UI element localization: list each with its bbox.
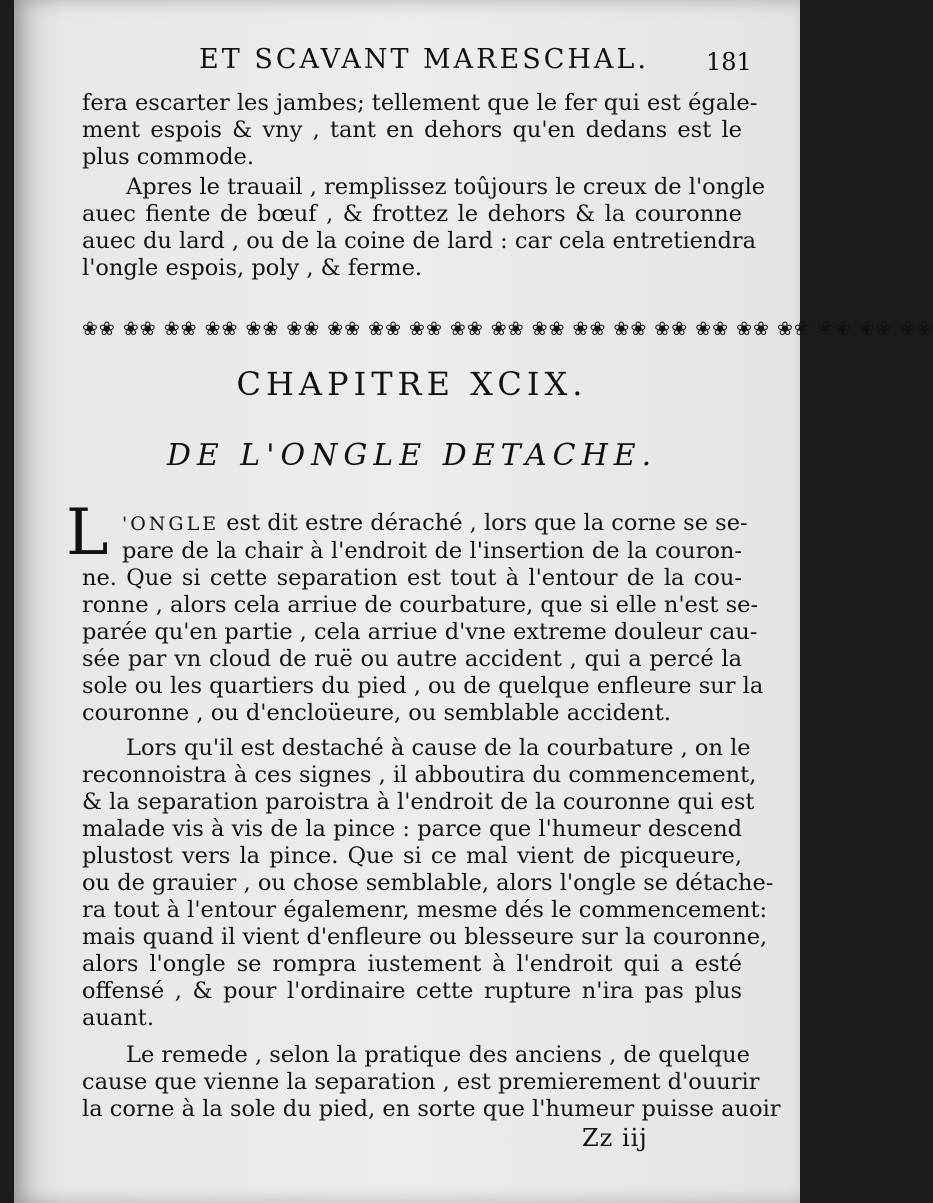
first-word-small-caps: 'ONGLE (122, 513, 220, 535)
text-line: Lors qu'il est destaché à cause de la courbature , on le (126, 735, 751, 761)
text-line: ment espois & vny , tant en dehors qu'en dedans est le (82, 117, 742, 143)
text-line: Apres le trauail , remplissez toûjours le creux de l'ongle (126, 174, 766, 200)
text-line: ronne , alors cela arriue de courbature, que si elle n'est se- (82, 592, 759, 618)
chapter-paragraph-2 (82, 735, 774, 1032)
first-line-rest: est dit estre déraché , lors que la corne se se- (219, 510, 748, 536)
chapter-paragraph-1 (82, 510, 764, 727)
text-line: malade vis à vis de la pince : parce que l'humeur descend (82, 816, 742, 842)
continued-paragraph (82, 90, 758, 171)
text-line: auec du lard , ou de la coine de lard : car cela entretiendra (82, 228, 757, 254)
text-line: plus commode. (82, 144, 255, 170)
signature-mark: Zz iij (582, 1124, 648, 1152)
text-line: ne. Que si cette separation est tout à l'entour de la cou- (82, 565, 742, 591)
text-line: mais quand il vient d'enfleure ou blesseure sur la couronne, (82, 924, 768, 950)
text-line: offensé , & pour l'ordinaire cette rupture n'ira pas plus (82, 978, 742, 1004)
page-number: 181 (706, 48, 752, 76)
text-line: ra tout à l'entour égalemenr, mesme dés le commencement: (82, 897, 768, 923)
text-line: la corne à la sole du pied, en sorte que l'humeur puisse auoir (82, 1096, 781, 1122)
paragraph-apres-le-trauail (82, 174, 766, 282)
text-line: l'ongle espois, poly , & ferme. (82, 255, 423, 281)
text-line: fera escarter les jambes; tellement que le fer qui est égale- (82, 90, 758, 116)
text-line: cause que vienne la separation , est premierement d'ouurir (82, 1069, 760, 1095)
text-line: sée par vn cloud de ruë ou autre accident , qui a percé la (82, 646, 742, 672)
chapter-title: CHAPITRE XCIX. (236, 365, 588, 403)
book-page (14, 0, 933, 1203)
text-line: couronne , ou d'encloüeure, ou semblable accident. (82, 700, 671, 726)
text-line: auant. (82, 1005, 155, 1031)
running-title: ET SCAVANT MARESCHAL. (199, 44, 649, 75)
text-line: parée qu'en partie , cela arriue d'vne extreme douleur cau- (82, 619, 758, 645)
text-line: ou de grauier , ou chose semblable, alors l'ongle se détache- (82, 870, 774, 896)
drop-cap: L (66, 496, 109, 570)
text-line: reconnoistra à ces signes , il abboutira du commencement, (82, 762, 757, 788)
chapter-paragraph-3 (82, 1042, 781, 1123)
text-line: & la separation paroistra à l'endroit de la couronne qui est (82, 789, 755, 815)
chapter-subtitle: DE L'ONGLE DETACHE. (166, 438, 658, 473)
text-line: alors l'ongle se rompra iustement à l'endroit qui a esté (82, 951, 742, 977)
text-line: auec fiente de bœuf , & frottez le dehors & la couronne (82, 201, 742, 227)
text-line: pare de la chair à l'endroit de l'insertion de la couron- (122, 538, 742, 564)
text-line: Le remede , selon la pratique des anciens , de quelque (126, 1042, 750, 1068)
text-line (82, 510, 748, 538)
text-line: plustost vers la pince. Que si ce mal vient de picqueure, (82, 843, 742, 869)
text-line: sole ou les quartiers du pied , ou de quelque enfleure sur la (82, 673, 764, 699)
ornamental-divider: ❀❀ ❀❀ ❀❀ ❀❀ ❀❀ ❀❀ ❀❀ ❀❀ ❀❀ ❀❀ ❀❀ ❀❀ ❀❀ ❀❀ ❀❀ ❀❀ ❀❀ ❀❀ ❀❀ ❀❀ ❀❀ (82, 318, 933, 340)
